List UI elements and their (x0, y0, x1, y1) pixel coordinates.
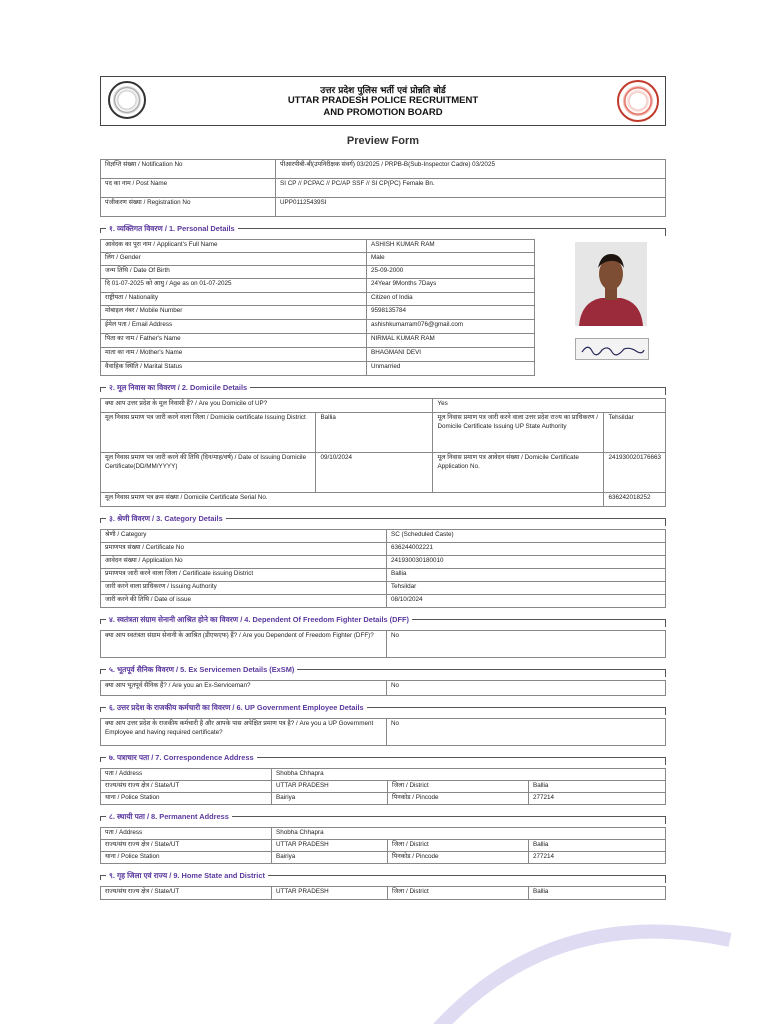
applicant-name: ASHISH KUMAR RAM (367, 240, 535, 253)
mobile-number: 9598135784 (367, 306, 535, 320)
section-title: ७. पत्राचार पता / 7. Correspondence Address (106, 753, 257, 763)
section-header-domicile (100, 376, 666, 398)
issuing-authority: Tehsildar (387, 582, 666, 595)
dff-details-table (100, 630, 666, 658)
page-title: Preview Form (346, 135, 420, 147)
category-application-no: 241930030180010 (387, 556, 666, 569)
corr-police-station: Bairiya (272, 793, 388, 805)
section-title: ४. स्वतंत्रता संग्राम सेनानी आश्रित होने का विवरण / 4. Dependent Of Freedom Fighter Details (DFF) (106, 615, 412, 625)
row-label: मोबाइल नंबर / Mobile Number (101, 306, 367, 320)
police-station-label: थाना / Police Station (101, 793, 272, 805)
section-title: ६. उत्तर प्रदेश के राजकीय कर्मचारी का विवरण / 6. UP Government Employee Details (106, 703, 367, 713)
registration-no-label: पंजीकरण संख्या / Registration No (101, 198, 276, 217)
state-label: राज्य/संघ राज्य क्षेत्र / State/UT (101, 840, 272, 852)
corr-pincode: 277214 (529, 793, 666, 805)
post-name-label: पद का नाम / Post Name (101, 179, 276, 198)
perm-pincode: 277214 (529, 852, 666, 864)
section-header-home-state (100, 864, 666, 886)
section-header-exsm (100, 658, 666, 680)
registration-no-value: UPP01125439SI (276, 198, 666, 217)
application-no-label: मूल निवास प्रमाण पत्र आवेदन संख्या / Domicile Certificate Application No. (433, 453, 604, 493)
issuing-district: Ballia (316, 413, 433, 453)
section-title: ५. भूतपूर्व सैनिक विवरण / 5. Ex Servicemen Details (ExSM) (106, 665, 297, 675)
district-label: जिला / District (388, 781, 529, 793)
section-title: १. व्यक्तिगत विवरण / 1. Personal Details (106, 224, 238, 234)
row-label: आवेदक का पूरा नाम / Applicant's Full Name (101, 240, 367, 253)
exsm-question: क्या आप भूतपूर्व सैनिक हैं? / Are you an Ex-Serviceman? (101, 681, 387, 696)
state-authority-label: मूल निवास प्रमाण पत्र जारी करने वाला उत्तर प्रदेश राज्य का प्राधिकरण / Domicile Certificate Issuing UP State Authority (433, 413, 604, 453)
domicile-question: क्या आप उत्तर प्रदेश के मूल निवासी हैं? / Are you Domicile of UP? (101, 399, 433, 413)
perm-state: UTTAR PRADESH (272, 840, 388, 852)
age: 24Year 9Months 7Days (367, 279, 535, 293)
govt-employee-answer: No (387, 719, 666, 746)
row-label: लिंग / Gender (101, 253, 367, 266)
address-label: पता / Address (101, 769, 272, 781)
row-label: दि 01-07-2025 को आयु / Age as on 01-07-2025 (101, 279, 367, 293)
up-government-seal-icon (617, 80, 659, 122)
govt-employee-table (100, 718, 666, 746)
row-label: राष्ट्रीयता / Nationality (101, 293, 367, 306)
row-label: जारी करने की तिथि / Date of issue (101, 595, 387, 608)
perm-police-station: Bairiya (272, 852, 388, 864)
section-title: ३. श्रेणी विवरण / 3. Category Details (106, 514, 226, 524)
board-name-hindi: उत्तर प्रदेश पुलिस भर्ती एवं प्रोन्नति बोर्ड (320, 86, 446, 96)
dff-question: क्या आप स्वतंत्रता संग्राम सेनानी के आश्रित (डीएफएफ) हैं? / Are you Dependent of Freedom Fighter (DFF)? (101, 631, 387, 658)
row-label: जारी करने वाला प्राधिकरण / Issuing Authority (101, 582, 387, 595)
board-name-line2: AND PROMOTION BOARD (323, 107, 443, 118)
board-name-line1: UTTAR PRADESH POLICE RECRUITMENT (287, 95, 479, 106)
district-label: जिला / District (388, 840, 529, 852)
state-label: राज्य/संघ राज्य क्षेत्र / State/UT (101, 781, 272, 793)
row-label: आवेदन संख्या / Application No (101, 556, 387, 569)
police-station-label: थाना / Police Station (101, 852, 272, 864)
section-header-personal (100, 217, 666, 239)
permanent-address-table (100, 827, 666, 864)
father-name: NIRMAL KUMAR RAM (367, 334, 535, 348)
row-label: माता का नाम / Mother's Name (101, 348, 367, 362)
exsm-answer: No (387, 681, 666, 696)
category: SC (Scheduled Caste) (387, 530, 666, 543)
row-label: पिता का नाम / Father's Name (101, 334, 367, 348)
certificate-no: 636244002221 (387, 543, 666, 556)
exsm-details-table (100, 680, 666, 696)
notification-table (100, 159, 666, 217)
row-label: प्रमाणपत्र जारी करने वाला जिला / Certificate issuing District (101, 569, 387, 582)
personal-details-table (100, 239, 535, 376)
email-address: ashishkumarram076@gmail.com (367, 320, 535, 334)
correspondence-address-table (100, 768, 666, 805)
serial-no: 636242018252 (604, 493, 666, 507)
date-of-issue: 08/10/2024 (387, 595, 666, 608)
state-authority: Tehsildar (604, 413, 666, 453)
issuing-district-label: मूल निवास प्रमाण पत्र जारी करने वाला जिला / Domicile certificate Issuing District (101, 413, 316, 453)
gender: Male (367, 253, 535, 266)
address-label: पता / Address (101, 828, 272, 840)
nationality: Citizen of India (367, 293, 535, 306)
application-no: 241930020176663 (604, 453, 666, 493)
category-details-table (100, 529, 666, 608)
pincode-label: पिनकोड / Pincode (388, 793, 529, 805)
govt-employee-question: क्या आप उत्तर प्रदेश के राजकीय कर्मचारी है और आपके पास अपेक्षित प्रमाण पत्र है? / Are you a UP Government Employee and having required certificate? (101, 719, 387, 746)
row-label: ईमेल पता / Email Address (101, 320, 367, 334)
watermark-logo (400, 880, 768, 1024)
issue-date: 09/10/2024 (316, 453, 433, 493)
row-label: श्रेणी / Category (101, 530, 387, 543)
section-header-correspondence (100, 746, 666, 768)
notification-no-value: पीआरपीबी-बी(उपनिरीक्षक संवर्ग) 03/2025 / PRPB-B(Sub-Inspector Cadre) 03/2025 (276, 160, 666, 179)
dff-answer: No (387, 631, 666, 658)
domicile-answer: Yes (433, 399, 666, 413)
serial-no-label: मूल निवास प्रमाण पत्र क्रम संख्या / Domicile Certificate Serial No. (101, 493, 604, 507)
section-title: २. मूल निवास का विवरण / 2. Domicile Details (106, 383, 250, 393)
section-header-dff (100, 608, 666, 630)
mother-name: BHAGMANI DEVI (367, 348, 535, 362)
state-label: राज्य/संघ राज्य क्षेत्र / State/UT (101, 887, 272, 900)
row-label: जन्म तिथि / Date Of Birth (101, 266, 367, 279)
domicile-details-table (100, 398, 666, 507)
home-state-table (100, 886, 666, 900)
corr-state: UTTAR PRADESH (272, 781, 388, 793)
section-title: ९. गृह जिला एवं राज्य / 9. Home State and District (106, 871, 268, 881)
home-district: Ballia (529, 887, 666, 900)
corr-district: Ballia (529, 781, 666, 793)
section-header-govt-employee (100, 696, 666, 718)
section-title: ८. स्थायी पता / 8. Permanent Address (106, 812, 232, 822)
marital-status: Unmarried (367, 362, 535, 376)
perm-address: Shobha Chhapra (272, 828, 666, 840)
corr-address: Shobha Chhapra (272, 769, 666, 781)
perm-district: Ballia (529, 840, 666, 852)
issue-date-label: मूल निवास प्रमाण पत्र जारी करने की तिथि (दिन/माह/वर्ष) / Date of Issuing Domicile Certificate(DD/MM/YYYY) (101, 453, 316, 493)
date-of-birth: 25-09-2000 (367, 266, 535, 279)
home-state: UTTAR PRADESH (272, 887, 388, 900)
letterhead (100, 76, 666, 126)
applicant-signature (575, 338, 649, 360)
post-name-value: SI CP // PCPAC // PC/AP SSF // SI CP(PC) Female Bn. (276, 179, 666, 198)
district-label: जिला / District (388, 887, 529, 900)
certificate-district: Ballia (387, 569, 666, 582)
notification-no-label: विज्ञप्ति संख्या / Notification No (101, 160, 276, 179)
row-label: प्रमाणपत्र संख्या / Certificate No (101, 543, 387, 556)
pincode-label: पिनकोड / Pincode (388, 852, 529, 864)
row-label: वैवाहिक स्थिति / Marital Status (101, 362, 367, 376)
section-header-category (100, 507, 666, 529)
applicant-photo (575, 242, 647, 326)
section-header-permanent (100, 805, 666, 827)
